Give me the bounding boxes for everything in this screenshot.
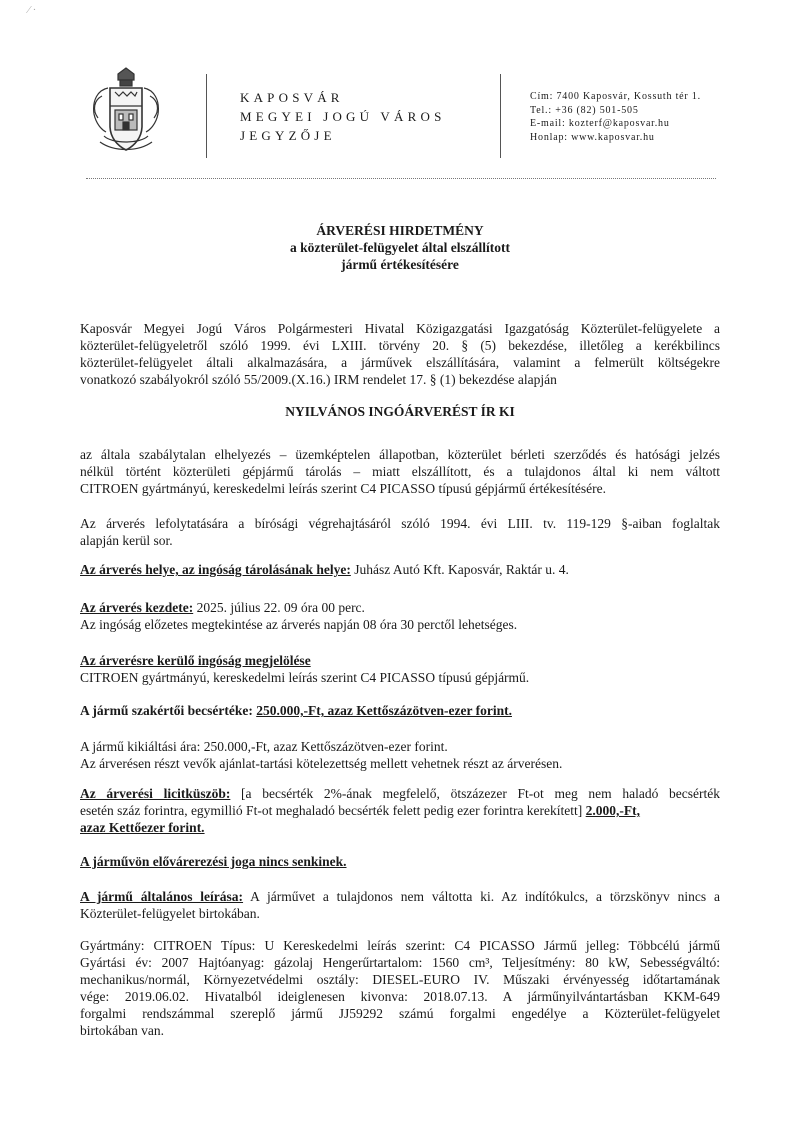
increment-paragraph xyxy=(80,785,720,836)
intro-paragraph xyxy=(80,320,720,388)
details-line: birtokában van. xyxy=(80,1023,164,1038)
general-text: Közterület-felügyelet birtokában. xyxy=(80,906,260,921)
city-coat-of-arms-icon xyxy=(88,66,164,158)
announce-line: nélkül történt közterületi gépjármű tárolás – miatt elszállított, és a tulajdonos által ki nem váltott xyxy=(80,464,720,479)
issuer-line-2: MEGYEI JOGÚ VÁROS xyxy=(240,109,446,124)
viewing-line: Az ingóság előzetes megtekintése az árverés napján 08 óra 30 perctől lehetséges. xyxy=(80,617,518,632)
title-line-1: ÁRVERÉSI HIRDETMÉNY xyxy=(316,223,484,238)
price-line: Az árverésen részt vevők ajánlat-tartási kötelezettség mellett vehetnek részt az árverésen. xyxy=(80,756,563,771)
contact-website: Honlap: www.kaposvar.hu xyxy=(530,131,655,143)
item-paragraph xyxy=(80,652,720,686)
increment-amount: 2.000,-Ft, xyxy=(585,803,641,818)
increment-text: [a becsérték 2%-ának megfelelő, ötszázezer Ft-ot meg nem haladó becsérték xyxy=(230,786,720,801)
details-line: forgalmi rendszámmal szereplő jármű JJ59292 számú forgalmi engedélye a Közterület-felügyelet xyxy=(80,1006,720,1021)
header-rule xyxy=(86,178,716,179)
intro-line: vonatkozó szabályokról szóló 55/2009.(X.16.) IRM rendelet 17. § (1) bekezdése alapján xyxy=(80,372,557,387)
intro-line: Kaposvár Megyei Jogú Város Polgármesteri Hivatal Közigazgatási Igazgatóság Közterület-felügyelete a xyxy=(80,321,720,336)
issuer-name xyxy=(240,88,446,145)
document-title xyxy=(0,222,800,273)
general-text: A járművet a tulajdonos nem váltotta ki. Az indítókulcs, a törzskönyv nincs a xyxy=(243,889,720,904)
increment-amount-words: azaz Kettőezer forint. xyxy=(80,820,205,835)
start-value: 2025. július 22. 09 óra 00 perc. xyxy=(193,600,365,615)
announce-line: az általa szabálytalan elhelyezés – üzemképtelen állapotban, közterület bérleti szerződés és hatósági jelzés xyxy=(80,447,720,462)
preemption-paragraph xyxy=(80,853,720,870)
start-paragraph xyxy=(80,599,720,633)
announce-heading: NYILVÁNOS INGÓÁRVERÉST ÍR KI xyxy=(285,404,515,419)
intro-line: közterület-felügyeletről szóló 1999. évi LXIII. törvény 20. § (5) bekezdése, illetőleg a kerékbilincs xyxy=(80,338,720,353)
title-line-2: a közterület-felügyelet által elszállított xyxy=(289,240,511,255)
general-description-paragraph xyxy=(80,888,720,922)
location-label: Az árverés helye, az ingóság tárolásának helye: xyxy=(80,562,351,577)
title-line-3: jármű értékesítésére xyxy=(341,257,459,272)
legal-basis-line: alapján kerül sor. xyxy=(80,533,173,548)
details-line: Gyártmány: CITROEN Típus: U Kereskedelmi leírás szerint: C4 PICASSO Jármű jelleg: Többcélú jármű xyxy=(80,938,720,953)
header-divider-left xyxy=(206,74,207,158)
announce-paragraph xyxy=(80,446,720,497)
details-line: vége: 2019.06.02. Hivatalból ideiglenesen kivonva: 2018.07.13. A járműnyilvántartásban KKM-649 xyxy=(80,989,720,1004)
issuer-line-3: JEGYZŐJE xyxy=(240,128,336,143)
announce-line: CITROEN gyártmányú, kereskedelmi leírás szerint C4 PICASSO típusú gépjármű értékesítésére. xyxy=(80,481,607,496)
location-paragraph xyxy=(80,561,720,578)
legal-basis-line: Az árverés lefolytatására a bírósági végrehajtásáról szóló 1994. évi LIII. tv. 119-129 §-aiban foglaltak xyxy=(80,516,720,531)
contact-email: E-mail: kozterf@kaposvar.hu xyxy=(530,118,670,129)
intro-line: közterület-felügyelet általi alkalmazására, a járművek elszállítására, valamint a felmerült költségekre xyxy=(80,355,720,370)
details-line: mechanikus/normál, Környezetvédelmi osztály: DIESEL-EURO IV. Műszaki érvényesség időtartamának xyxy=(80,972,720,987)
location-value: Juhász Autó Kft. Kaposvár, Raktár u. 4. xyxy=(350,562,569,577)
item-value: CITROEN gyártmányú, kereskedelmi leírás szerint C4 PICASSO típusú gépjármű. xyxy=(80,670,530,685)
item-label: Az árverésre kerülő ingóság megjelölése xyxy=(80,653,311,668)
preemption-line: A járművön elővárerezési joga nincs senkinek. xyxy=(80,854,347,869)
scan-mark: ⁄ · xyxy=(28,4,37,16)
start-label: Az árverés kezdete: xyxy=(80,600,194,615)
valuation-paragraph xyxy=(80,702,720,719)
contact-address: Cím: 7400 Kaposvár, Kossuth tér 1. xyxy=(530,91,701,102)
details-line: Gyártási év: 2007 Hajtóanyag: gázolaj Hengerűrtartalom: 1560 cm³, Teljesítmény: 80 kW, Sebességváltó: xyxy=(80,955,720,970)
vehicle-details-paragraph xyxy=(80,937,720,1039)
price-line: A jármű kikiáltási ára: 250.000,-Ft, azaz Kettőszázötven-ezer forint. xyxy=(80,739,448,754)
valuation-value: 250.000,-Ft, azaz Kettőszázötven-ezer forint. xyxy=(256,703,512,718)
contact-block xyxy=(530,90,701,144)
general-label: A jármű általános leírása: xyxy=(80,889,244,904)
contact-phone: Tel.: +36 (82) 501-505 xyxy=(530,104,639,116)
valuation-label: A jármű szakértői becsértéke: xyxy=(80,703,257,718)
legal-basis-paragraph xyxy=(80,515,720,549)
increment-label: Az árverési licitküszöb: xyxy=(80,786,231,801)
header-divider-right xyxy=(500,74,501,158)
price-paragraph xyxy=(80,738,720,772)
issuer-line-1: KAPOSVÁR xyxy=(240,90,344,105)
increment-text: esetén száz forintra, egymillió Ft-ot meghaladó becsérték felett pedig ezer forintra kerekített] xyxy=(80,803,586,818)
